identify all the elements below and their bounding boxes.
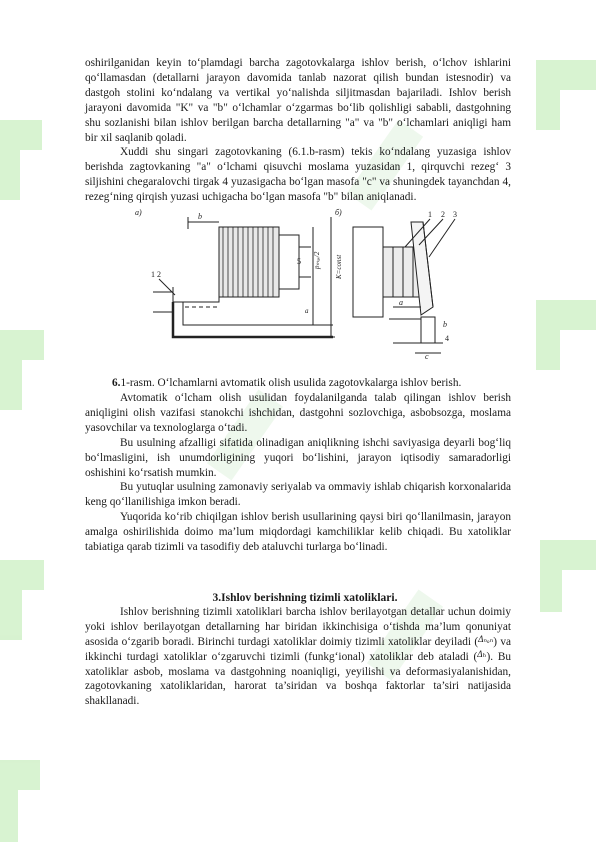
- label-b-fig: б): [335, 208, 342, 218]
- label-c: c: [425, 352, 429, 362]
- symbol-delta-const: Δₙₒₙ: [478, 633, 494, 644]
- figure-drawing-b: [333, 207, 473, 372]
- figure-caption: [85, 376, 511, 391]
- label-kconst: K=const: [335, 254, 343, 280]
- label-b-dim: b: [443, 320, 447, 330]
- document-page: [85, 56, 511, 709]
- label-a-dim: a: [305, 307, 309, 316]
- paragraph: Yuqorida ko‘rib chiqilgan ishlov berish usullarining qaysi biri qo‘llanilmasin, jarayon amalga oshirilishida doimo ma’lum miqdordagi kamchiliklar kelib chiqadi. Bu xatoliklar tabiatiga qarab tizimli va tasodifiy deb ataluvchi turlarga bo‘linadi.: [85, 511, 511, 554]
- label-5: 5: [297, 257, 301, 267]
- paragraph: Avtomatik o‘lcham olish usulidan foydalanilganda talab qilingan ishlov berish aniqligini olish vazifasi stanokchi ishchidan, dastgohni sozlovchiga, asbobsozga, moslama yasovchilar va texnologlarga o‘tadi.: [85, 391, 511, 434]
- label-a-dim-b: a: [399, 298, 403, 308]
- label-a: a): [135, 208, 142, 218]
- caption-text: 1-rasm. O‘lchamlarni avtomatik olish usulida zagotovkalarga ishlov berish.: [120, 377, 462, 390]
- label-1-2: 1 2: [151, 270, 161, 280]
- paragraph: Bu yutuqlar usulning zamonaviy seriyalab va ommaviy ishlab chiqarish korxonalarida keng qo‘llanilishiga imkon beradi.: [85, 481, 511, 509]
- paragraph-part: ). Bu xatoliklar asbob, moslama va dastgohning noaniqligi, yeyilishi va deformasiyalanishidan, zagotovkaning xatoliklaridan, harorat ta’siridan va boshqa faktorlar ta’siri natijasida shakllanadi.: [85, 650, 511, 708]
- paragraph: Xuddi shu singari zagotovkaning (6.1.b-rasm) tekis ko‘ndalang yuzasiga ishlov berishda zagtovkaning "a" o‘lchami qisuvchi moslama yuzasidan 1, qirquvchi rezeg‘ 3 siljishini chegaralovchi tirgak 4 yuzasigacha bo‘lgan masofa "c" va shuningdek tayanchdan 4, rezeg‘ning qirqish yuzasi uchigacha bo‘lgan masofa "b" bilan aniqlanadi.: [85, 146, 511, 204]
- label-1: 1: [428, 210, 432, 220]
- label-3: 3: [453, 210, 457, 220]
- paragraph: Bu usulning afzalligi sifatida olinadigan aniqlikning ishchi saviyasiga deyarli bog‘liq bo‘lmasligini, ish unumdorligining yuqori bo‘lishini, jarayon iqtisodiy samaradorligi oshishini ko‘rsatish mumkin.: [85, 436, 511, 479]
- figure-drawing-a: [133, 207, 363, 372]
- label-b: b: [198, 212, 202, 222]
- section-title: 3.Ishlov berishning tizimli xatoliklari.: [212, 591, 398, 604]
- label-4: 4: [445, 334, 449, 344]
- caption-number: 6.: [112, 377, 121, 390]
- paragraph-part: Ishlov berishning tizimli xatoliklari barcha ishlov berilayotgan detallar uchun doimiy yoki ishlov berilayotgan detallarning har biridan ikkinchisiga o‘tishda ma’lum qonuniyat asosida o‘zgarib boradi. Birinchi turdagi xatoliklar doimiy tizimli xatoliklar deyiladi (: [85, 605, 511, 648]
- label-pmax: pₘₐₓ/2: [313, 251, 321, 270]
- paragraph-part: ) va ikkinchi turdagi xatoliklar o‘zgaruvchi tizimli (funkg‘ional) xatoliklar deb ataladi (: [85, 635, 512, 663]
- paragraph: [85, 605, 511, 709]
- label-2: 2: [441, 210, 445, 220]
- paragraph: oshirilganidan keyin to‘plamdagi barcha zagotovkalarga ishlov berish, o‘lchov ishlarini qo‘llamasdan (detallarni jarayon davomida tanlab nazorat qilish bundan istesnodir) va dastgoh stolini ko‘ndalang va vertikal yo‘nalishda siljitmasdan bajariladi. Ishlov berish jarayoni davomida "K" va "b" o‘lchamlar o‘zgarmas bo‘lib qolishligi sababli, dastgohning shu sozlanishi bilan ishlov berilgan barcha detallarning "a" va "b" o‘lchamlari aniqligi ham bir xil saqlanib qoladi.: [85, 57, 511, 144]
- figure-6-1: [85, 207, 511, 372]
- symbol-delta-func: Δₕ: [477, 648, 487, 659]
